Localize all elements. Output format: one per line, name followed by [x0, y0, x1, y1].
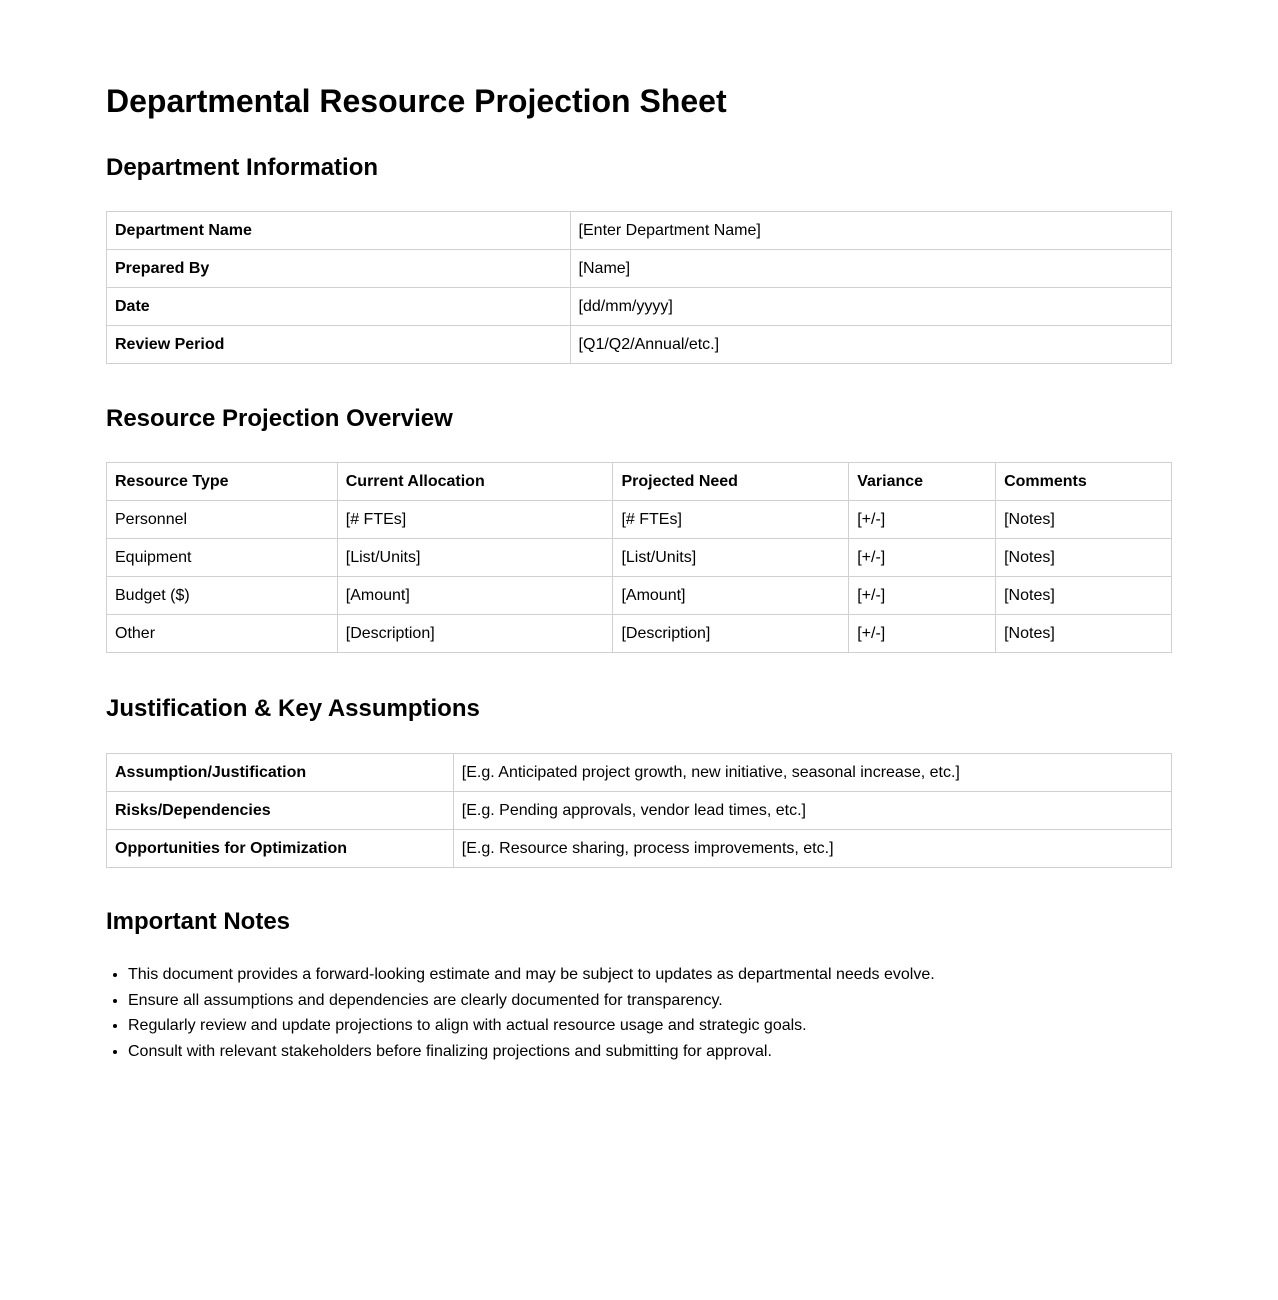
review-period-value[interactable]: [Q1/Q2/Annual/etc.] — [570, 326, 1171, 364]
column-header-projected-need: Projected Need — [613, 463, 849, 501]
review-period-label: Review Period — [107, 326, 571, 364]
assumption-justification-label: Assumption/Justification — [107, 754, 454, 792]
comments-cell[interactable]: [Notes] — [996, 615, 1172, 653]
table-row — [107, 539, 1172, 577]
table-row — [107, 212, 1172, 250]
date-value[interactable]: [dd/mm/yyyy] — [570, 288, 1171, 326]
projected-need-cell[interactable]: [Amount] — [613, 577, 849, 615]
list-item: • Ensure all assumptions and dependencies are clearly documented for transparency. — [128, 988, 935, 1014]
department-name-value[interactable]: [Enter Department Name] — [570, 212, 1171, 250]
justification-heading: Justification & Key Assumptions — [106, 695, 480, 722]
list-item: • Consult with relevant stakeholders before finalizing projections and submitting for approval. — [128, 1039, 935, 1065]
projected-need-cell[interactable]: [Description] — [613, 615, 849, 653]
variance-cell[interactable]: [+/-] — [849, 577, 996, 615]
list-item: • This document provides a forward-looking estimate and may be subject to updates as departmental needs evolve. — [128, 962, 935, 988]
table-row — [107, 501, 1172, 539]
table-row — [107, 830, 1172, 868]
current-allocation-cell[interactable]: [# FTEs] — [337, 501, 613, 539]
column-header-comments: Comments — [996, 463, 1172, 501]
table-row — [107, 754, 1172, 792]
comments-cell[interactable]: [Notes] — [996, 501, 1172, 539]
table-header-row — [107, 463, 1172, 501]
current-allocation-cell[interactable]: [List/Units] — [337, 539, 613, 577]
projected-need-cell[interactable]: [List/Units] — [613, 539, 849, 577]
department-name-label: Department Name — [107, 212, 571, 250]
important-notes-heading: Important Notes — [106, 908, 291, 935]
table-row — [107, 250, 1172, 288]
page-title: Departmental Resource Projection Sheet — [106, 83, 727, 119]
assumption-justification-value[interactable]: [E.g. Anticipated project growth, new initiative, seasonal increase, etc.] — [453, 754, 1171, 792]
column-header-variance: Variance — [849, 463, 996, 501]
justification-table — [106, 753, 1172, 868]
variance-cell[interactable]: [+/-] — [849, 501, 996, 539]
department-info-table — [106, 211, 1172, 364]
variance-cell[interactable]: [+/-] — [849, 615, 996, 653]
notes-list — [106, 962, 935, 1065]
date-label: Date — [107, 288, 571, 326]
list-item: • Regularly review and update projections to align with actual resource usage and strategic goals. — [128, 1013, 935, 1039]
opportunities-optimization-value[interactable]: [E.g. Resource sharing, process improvements, etc.] — [453, 830, 1171, 868]
variance-cell[interactable]: [+/-] — [849, 539, 996, 577]
projected-need-cell[interactable]: [# FTEs] — [613, 501, 849, 539]
resource-type-cell: Budget ($) — [107, 577, 338, 615]
table-row — [107, 577, 1172, 615]
resource-type-cell: Other — [107, 615, 338, 653]
resource-type-cell: Equipment — [107, 539, 338, 577]
resource-type-cell: Personnel — [107, 501, 338, 539]
projection-table — [106, 462, 1172, 653]
department-info-heading: Department Information — [106, 154, 379, 181]
table-row — [107, 326, 1172, 364]
column-header-current-allocation: Current Allocation — [337, 463, 613, 501]
current-allocation-cell[interactable]: [Description] — [337, 615, 613, 653]
column-header-resource-type: Resource Type — [107, 463, 338, 501]
table-row — [107, 792, 1172, 830]
risks-dependencies-value[interactable]: [E.g. Pending approvals, vendor lead times, etc.] — [453, 792, 1171, 830]
table-row — [107, 288, 1172, 326]
comments-cell[interactable]: [Notes] — [996, 577, 1172, 615]
risks-dependencies-label: Risks/Dependencies — [107, 792, 454, 830]
projection-heading: Resource Projection Overview — [106, 405, 453, 432]
current-allocation-cell[interactable]: [Amount] — [337, 577, 613, 615]
table-row — [107, 615, 1172, 653]
prepared-by-label: Prepared By — [107, 250, 571, 288]
prepared-by-value[interactable]: [Name] — [570, 250, 1171, 288]
opportunities-optimization-label: Opportunities for Optimization — [107, 830, 454, 868]
comments-cell[interactable]: [Notes] — [996, 539, 1172, 577]
